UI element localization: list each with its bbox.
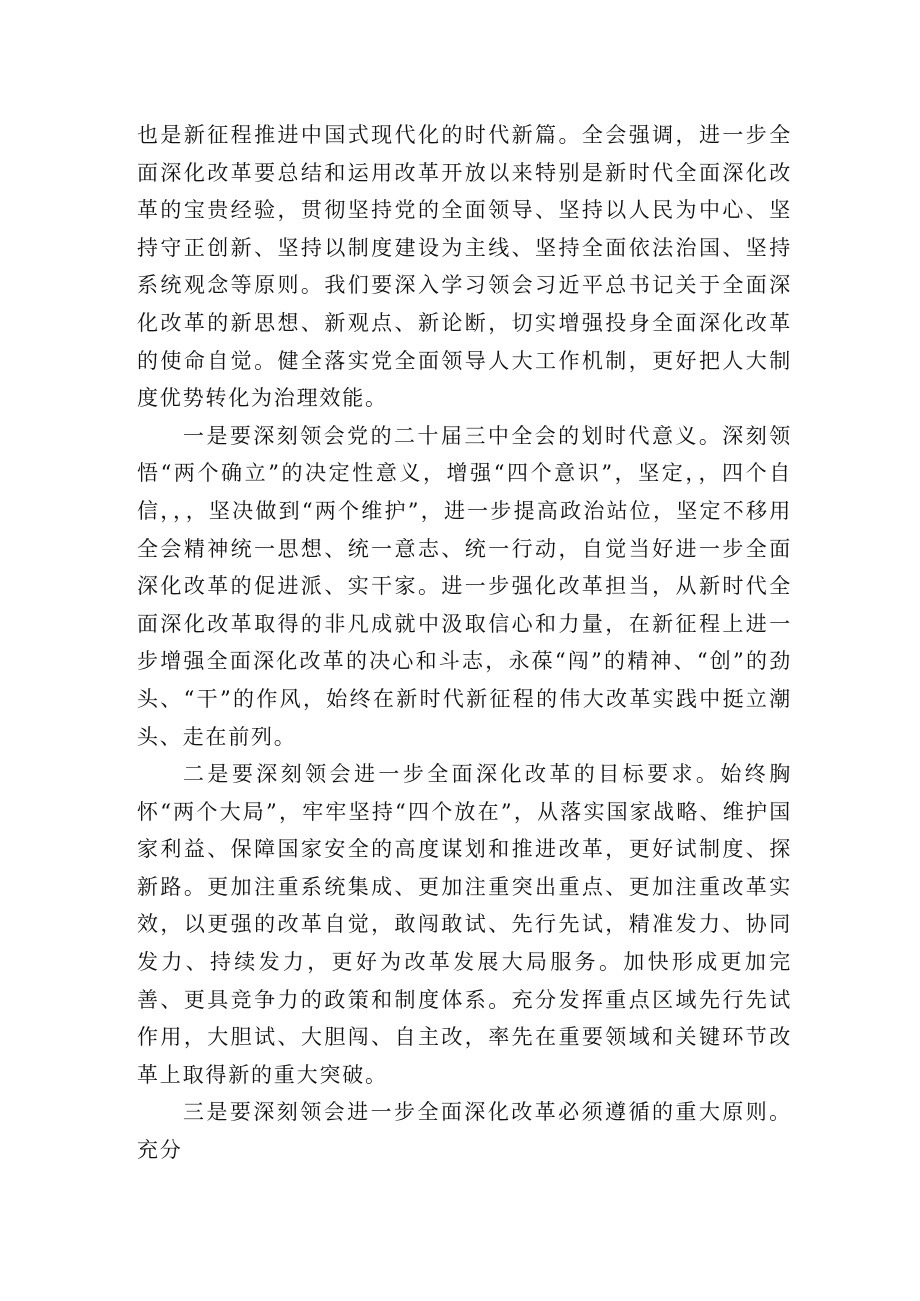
paragraph-continued: 也是新征程推进中国式现代化的时代新篇。全会强调，进一步全面深化改革要总结和运用改革开放以来特别是新时代全面深化改革的宝贵经验，贯彻坚持党的全面领导、坚持以人民为中心、坚持守正创新、坚持以制度建设为主线、坚持全面依法治国、坚持系统观念等原则。我们要深入学习领会习近平总书记关于全面深化改革的新思想、新观点、新论断，切实增强投身全面深化改革的使命自觉。健全落实党全面领导人大工作机制，更好把人大制度优势转化为治理效能。 (137, 123, 792, 411)
paragraph-point-two: 二是要深刻领会进一步全面深化改革的目标要求。始终胸怀“两个大局”，牢牢坚持“四个放在”，从落实国家战略、维护国家利益、保障国家安全的高度谋划和推进改革，更好试制度、探新路。更加注重系统集成、更加注重突出重点、更加注重改革实效，以更强的改革自觉，敢闯敢试、先行先试，精准发力、协同发力、持续发力，更好为改革发展大局服务。加快形成更加完善、更具竞争力的政策和制度体系。充分发挥重点区域先行先试作用，大胆试、大胆闯、自主改，率先在重要领域和关键环节改革上取得新的重大突破。 (137, 762, 792, 1087)
paragraph-point-three: 三是要深刻领会进一步全面深化改革必须遵循的重大原则。充分 (137, 1100, 792, 1163)
paragraph-point-one: 一是要深刻领会党的二十届三中全会的划时代意义。深刻领悟“两个确立”的决定性意义，增强“四个意识”，坚定，，四个自信，，，坚决做到“两个维护”，进一步提高政治站位，坚定不移用全会精神统一思想、统一意志、统一行动，自觉当好进一步全面深化改革的促进派、实干家。进一步强化改革担当，从新时代全面深化改革取得的非凡成就中汲取信心和力量，在新征程上进一步增强全面深化改革的决心和斗志，永葆“闯”的精神、“创”的劲头、“干”的作风，始终在新时代新征程的伟大改革实践中挺立潮头、走在前列。 (137, 423, 792, 749)
